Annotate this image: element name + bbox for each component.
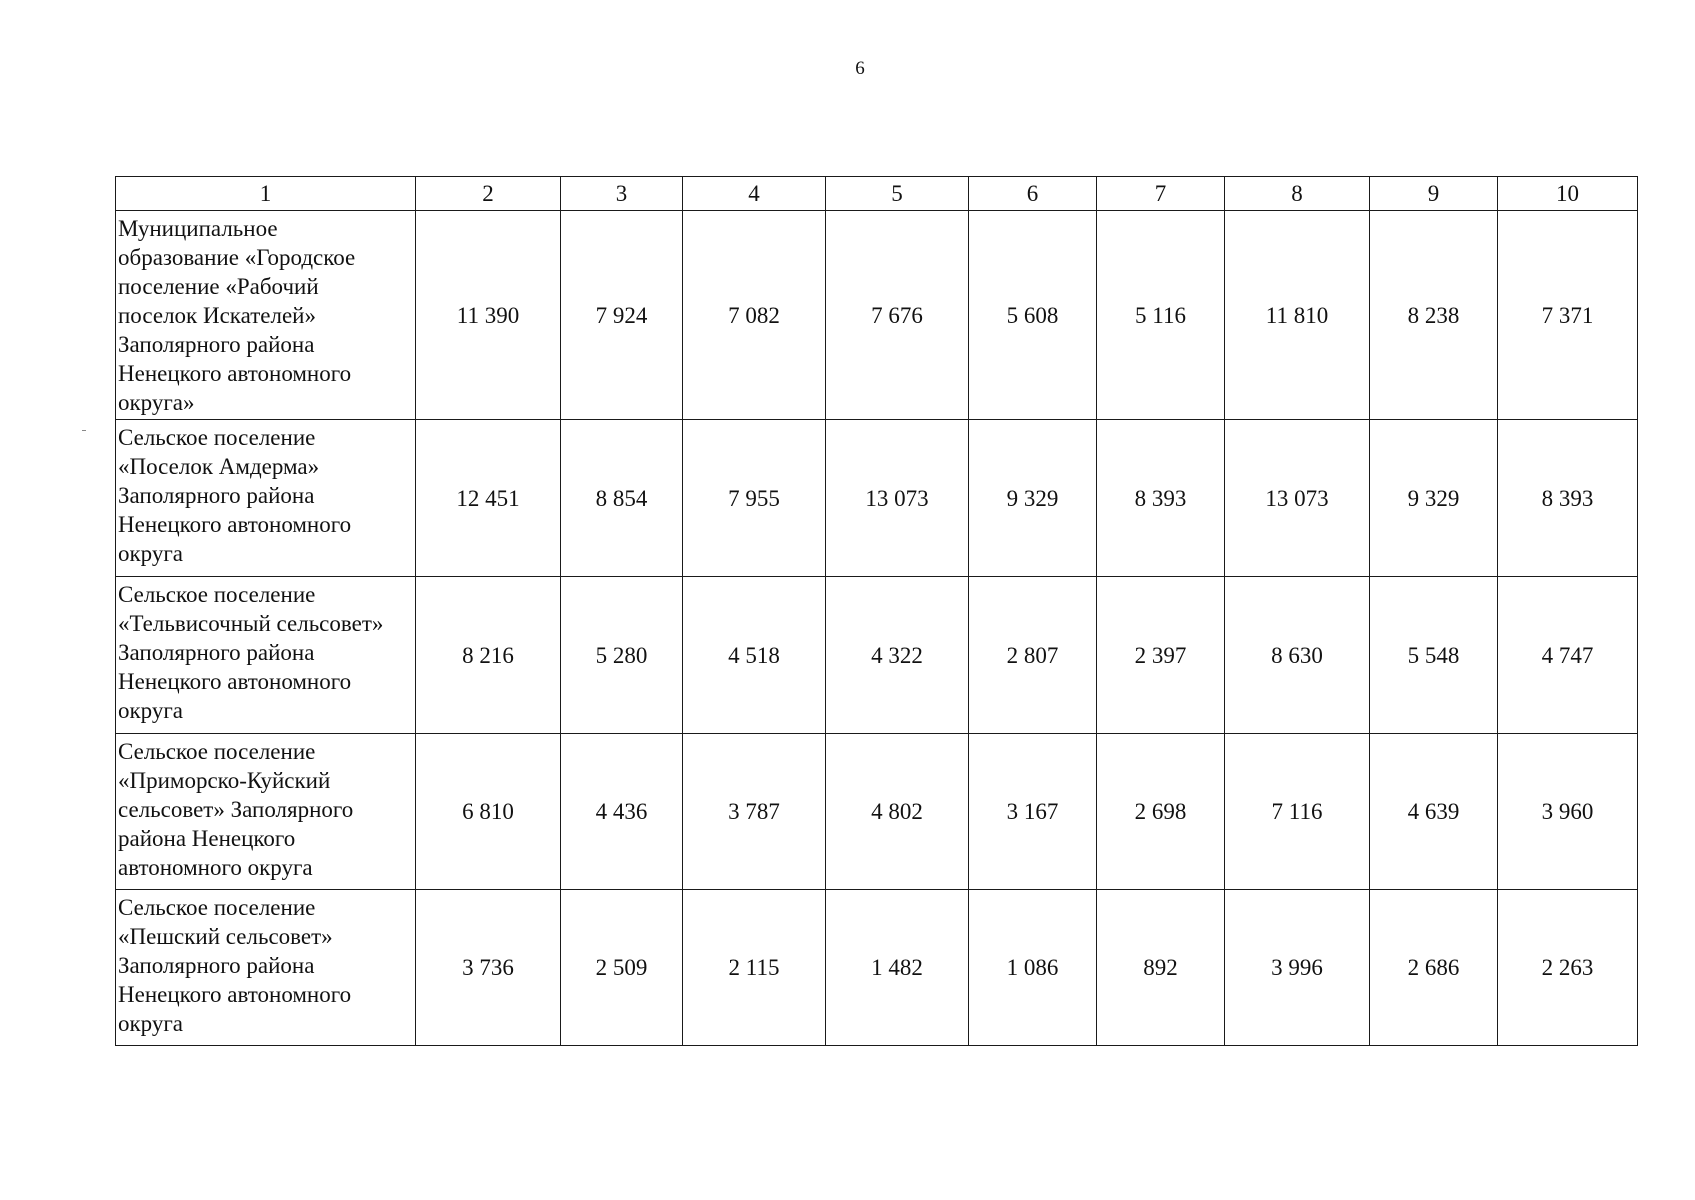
- value-cell: 892: [1097, 890, 1225, 1046]
- column-header: 2: [416, 177, 561, 211]
- value-cell: 3 736: [416, 890, 561, 1046]
- value-cell: 8 393: [1498, 420, 1638, 577]
- municipality-name-cell: Муниципальное образование «Городское поселение «Рабочий поселок Искателей» Заполярного района Ненецкого автономного округа»: [116, 211, 416, 420]
- value-cell: 9 329: [969, 420, 1097, 577]
- value-cell: 4 747: [1498, 577, 1638, 734]
- value-cell: 3 167: [969, 734, 1097, 890]
- data-table: [115, 176, 1638, 1046]
- value-cell: 4 322: [826, 577, 969, 734]
- municipality-name-cell: Сельское поселение «Поселок Амдерма» Заполярного района Ненецкого автономного округа: [116, 420, 416, 577]
- table-row: [116, 211, 1638, 420]
- value-cell: 8 238: [1370, 211, 1498, 420]
- column-header: 8: [1225, 177, 1370, 211]
- value-cell: 5 116: [1097, 211, 1225, 420]
- municipality-name-cell: Сельское поселение «Пешский сельсовет» Заполярного района Ненецкого автономного округа: [116, 890, 416, 1046]
- value-cell: 9 329: [1370, 420, 1498, 577]
- value-cell: 7 955: [683, 420, 826, 577]
- value-cell: 2 807: [969, 577, 1097, 734]
- value-cell: 13 073: [826, 420, 969, 577]
- value-cell: 5 548: [1370, 577, 1498, 734]
- value-cell: 3 960: [1498, 734, 1638, 890]
- column-header: 9: [1370, 177, 1498, 211]
- value-cell: 2 397: [1097, 577, 1225, 734]
- page-number: 6: [855, 58, 865, 79]
- value-cell: 5 608: [969, 211, 1097, 420]
- value-cell: 6 810: [416, 734, 561, 890]
- municipality-name-cell: Сельское поселение «Тельвисочный сельсовет» Заполярного района Ненецкого автономного округа: [116, 577, 416, 734]
- value-cell: 3 787: [683, 734, 826, 890]
- column-header: 5: [826, 177, 969, 211]
- value-cell: 4 639: [1370, 734, 1498, 890]
- value-cell: 2 509: [561, 890, 683, 1046]
- value-cell: 5 280: [561, 577, 683, 734]
- value-cell: 8 630: [1225, 577, 1370, 734]
- value-cell: 11 810: [1225, 211, 1370, 420]
- value-cell: 4 518: [683, 577, 826, 734]
- value-cell: 2 115: [683, 890, 826, 1046]
- header-row: [116, 177, 1638, 211]
- value-cell: 1 482: [826, 890, 969, 1046]
- value-cell: 4 436: [561, 734, 683, 890]
- value-cell: 11 390: [416, 211, 561, 420]
- value-cell: 13 073: [1225, 420, 1370, 577]
- column-header: 10: [1498, 177, 1638, 211]
- value-cell: 2 686: [1370, 890, 1498, 1046]
- value-cell: 12 451: [416, 420, 561, 577]
- value-cell: 7 924: [561, 211, 683, 420]
- value-cell: 2 698: [1097, 734, 1225, 890]
- table-row: [116, 890, 1638, 1046]
- value-cell: 8 393: [1097, 420, 1225, 577]
- table-row: [116, 420, 1638, 577]
- value-cell: 8 854: [561, 420, 683, 577]
- value-cell: 8 216: [416, 577, 561, 734]
- column-header: 6: [969, 177, 1097, 211]
- value-cell: 7 371: [1498, 211, 1638, 420]
- value-cell: 4 802: [826, 734, 969, 890]
- value-cell: 7 116: [1225, 734, 1370, 890]
- value-cell: 7 676: [826, 211, 969, 420]
- column-header: 7: [1097, 177, 1225, 211]
- column-header: 1: [116, 177, 416, 211]
- column-header: 4: [683, 177, 826, 211]
- value-cell: 7 082: [683, 211, 826, 420]
- column-header: 3: [561, 177, 683, 211]
- value-cell: 1 086: [969, 890, 1097, 1046]
- scan-speck: [82, 430, 86, 431]
- table-row: [116, 577, 1638, 734]
- municipality-name-cell: Сельское поселение «Приморско-Куйский сельсовет» Заполярного района Ненецкого автономного округа: [116, 734, 416, 890]
- value-cell: 2 263: [1498, 890, 1638, 1046]
- value-cell: 3 996: [1225, 890, 1370, 1046]
- table-row: [116, 734, 1638, 890]
